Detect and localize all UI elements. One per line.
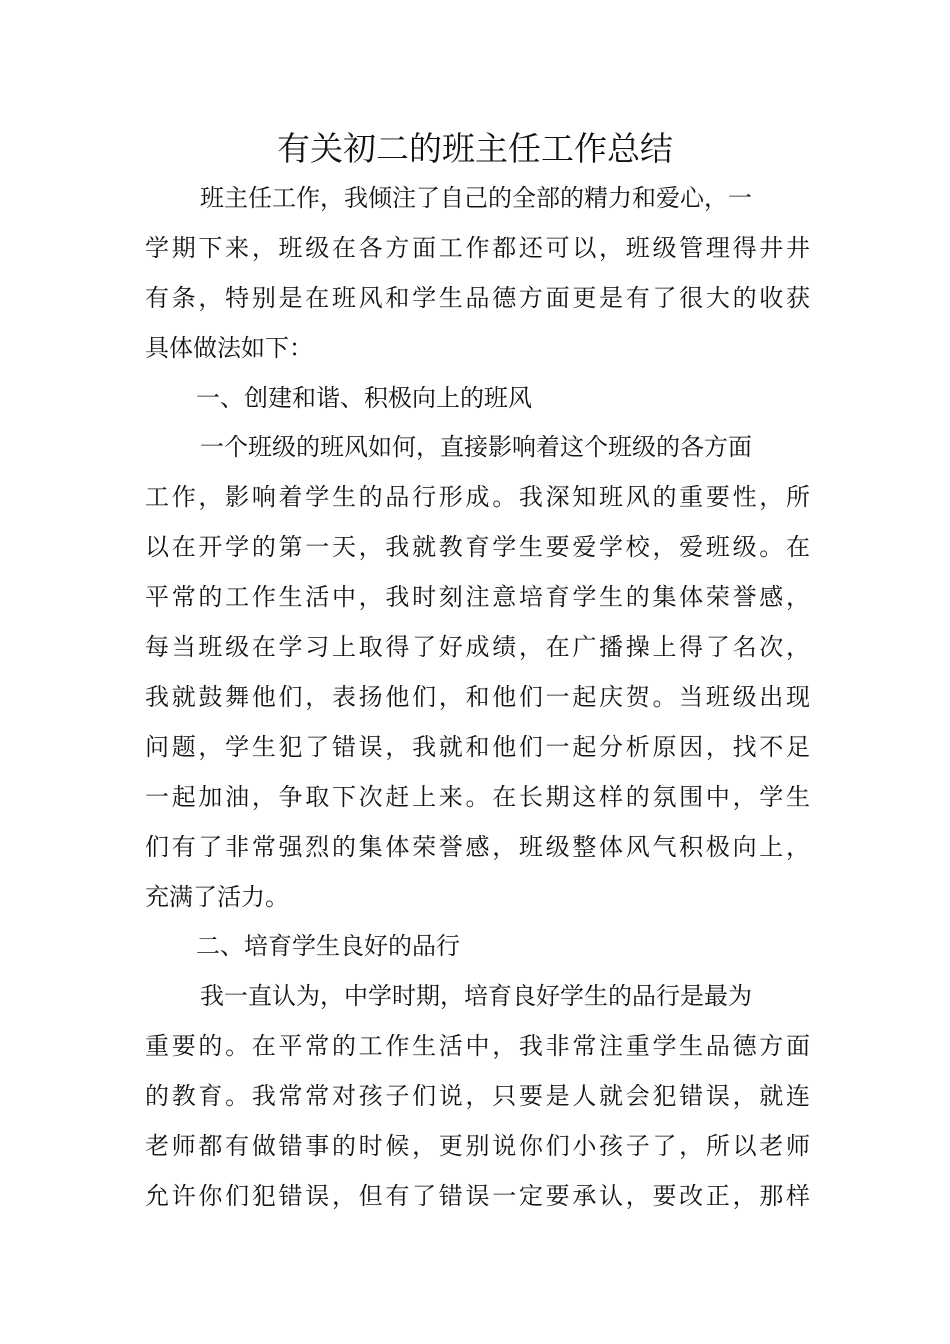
- paragraph-line: 一个班级的班风如何，直接影响着这个班级的各方面: [200, 433, 752, 461]
- paragraph-line: 重要的。在平常的工作生活中，我非常注重学生品德方面: [145, 1032, 810, 1060]
- section-heading: 一、创建和谐、积极向上的班风: [196, 384, 532, 412]
- paragraph-line: 我就鼓舞他们，表扬他们，和他们一起庆贺。当班级出现: [145, 683, 810, 711]
- paragraph-line: 老师都有做错事的时候，更别说你们小孩子了，所以老师: [145, 1132, 810, 1160]
- paragraph-line: 允许你们犯错误，但有了错误一定要承认，要改正，那样: [145, 1182, 810, 1210]
- paragraph-line: 一起加油，争取下次赶上来。在长期这样的氛围中，学生: [145, 783, 810, 811]
- paragraph-line: 平常的工作生活中，我时刻注意培育学生的集体荣誉感，: [145, 583, 810, 611]
- paragraph-line: 班主任工作，我倾注了自己的全部的精力和爱心，一: [200, 184, 752, 212]
- paragraph-line: 以在开学的第一天，我就教育学生要爱学校，爱班级。在: [145, 533, 810, 561]
- paragraph-line: 工作，影响着学生的品行形成。我深知班风的重要性，所: [145, 483, 810, 511]
- paragraph-line: 学期下来，班级在各方面工作都还可以，班级管理得井井: [145, 234, 810, 262]
- paragraph-line: 们有了非常强烈的集体荣誉感，班级整体风气积极向上，: [145, 833, 810, 861]
- paragraph-line: 的教育。我常常对孩子们说，只要是人就会犯错误，就连: [145, 1082, 810, 1110]
- paragraph-line: 有条，特别是在班风和学生品德方面更是有了很大的收获: [145, 284, 810, 312]
- paragraph-line: 具体做法如下：: [145, 334, 313, 362]
- paragraph-line: 每当班级在学习上取得了好成绩，在广播操上得了名次，: [145, 633, 810, 661]
- paragraph-line: 我一直认为，中学时期，培育良好学生的品行是最为: [200, 982, 752, 1010]
- section-heading: 二、培育学生良好的品行: [196, 932, 460, 960]
- paragraph-line: 充满了活力。: [145, 883, 289, 911]
- document-title: 有关初二的班主任工作总结: [277, 129, 673, 168]
- paragraph-line: 问题，学生犯了错误，我就和他们一起分析原因，找不足: [145, 733, 810, 761]
